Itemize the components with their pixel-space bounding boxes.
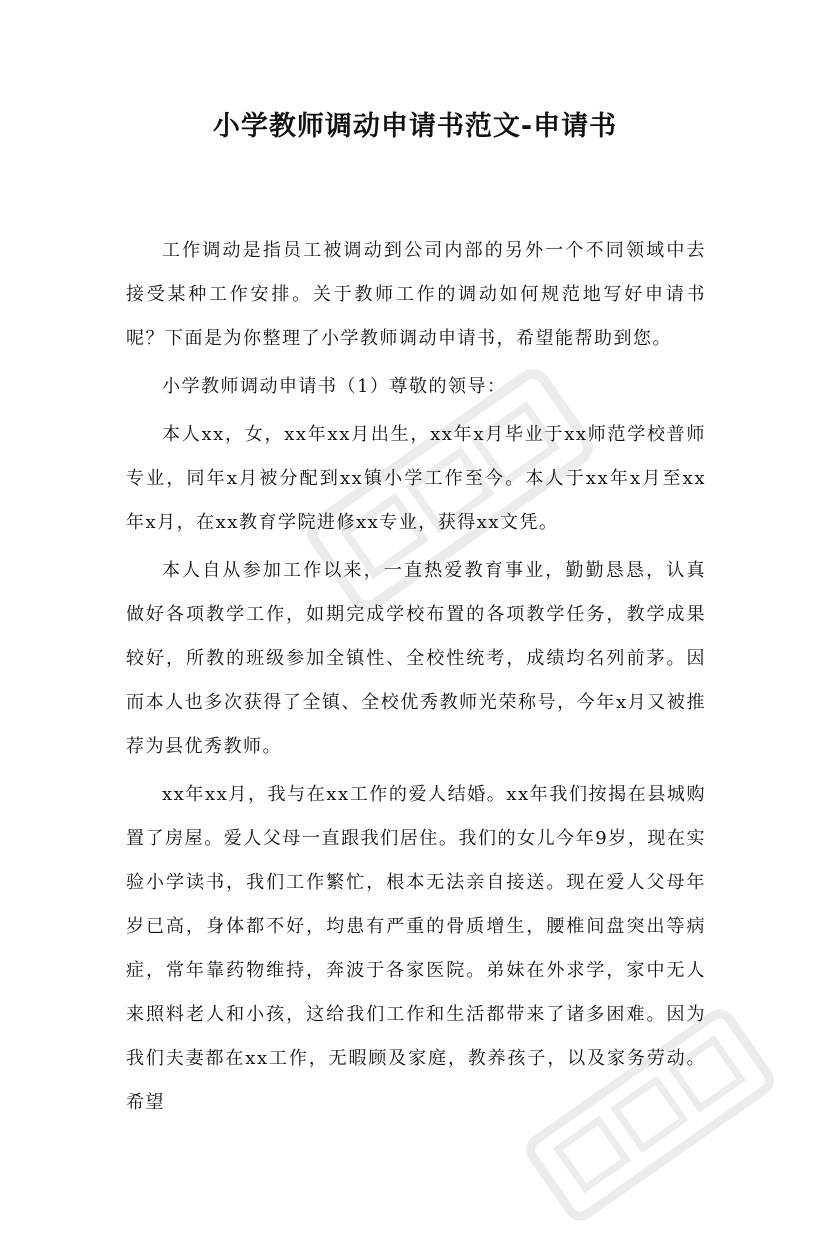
paragraph-salutation: 小学教师调动申请书（1）尊敬的领导：: [162, 376, 507, 397]
paragraph-work-record: 本人自从参加工作以来，一直热爱教育事业，勤勤恳恳，认真做好各项教学工作，如期完成学校布置的各项教学任务，教学成果较好，所教的班级参加全镇性、全校性统考，成绩均名列前茅。因而本人也多次获得了全镇、全校优秀教师光荣称号，今年x月又被推荐为县优秀教师。: [126, 560, 706, 757]
document-body: [126, 229, 706, 1125]
paragraph-family-situation: xx年xx月，我与在xx工作的爱人结婚。xx年我们按揭在县城购置了房屋。爱人父母一直跟我们居住。我们的女儿今年9岁，现在实验小学读书，我们工作繁忙，根本无法亲自接送。现在爱人父母年岁已高，身体都不好，均患有严重的骨质增生，腰椎间盘突出等病症，常年靠药物维持，奔波于各家医院。弟妹在外求学，家中无人来照料老人和小孩，这给我们工作和生活都带来了诸多困难。因为我们夫妻都在xx工作，无暇顾及家庭，教养孩子，以及家务劳动。希望: [126, 784, 706, 1113]
document-title: 小学教师调动申请书范文-申请书: [212, 111, 618, 142]
paragraph-intro: 工作调动是指员工被调动到公司内部的另外一个不同领域中去接受某种工作安排。关于教师工作的调动如何规范地写好申请书呢？下面是为你整理了小学教师调动申请书，希望能帮助到您。: [126, 240, 706, 349]
paragraph-personal-info: 本人xx，女，xx年xx月出生，xx年x月毕业于xx师范学校普师专业，同年x月被分配到xx镇小学工作至今。本人于xx年x月至xx年x月，在xx教育学院进修xx专业，获得xx文凭。: [126, 424, 706, 533]
